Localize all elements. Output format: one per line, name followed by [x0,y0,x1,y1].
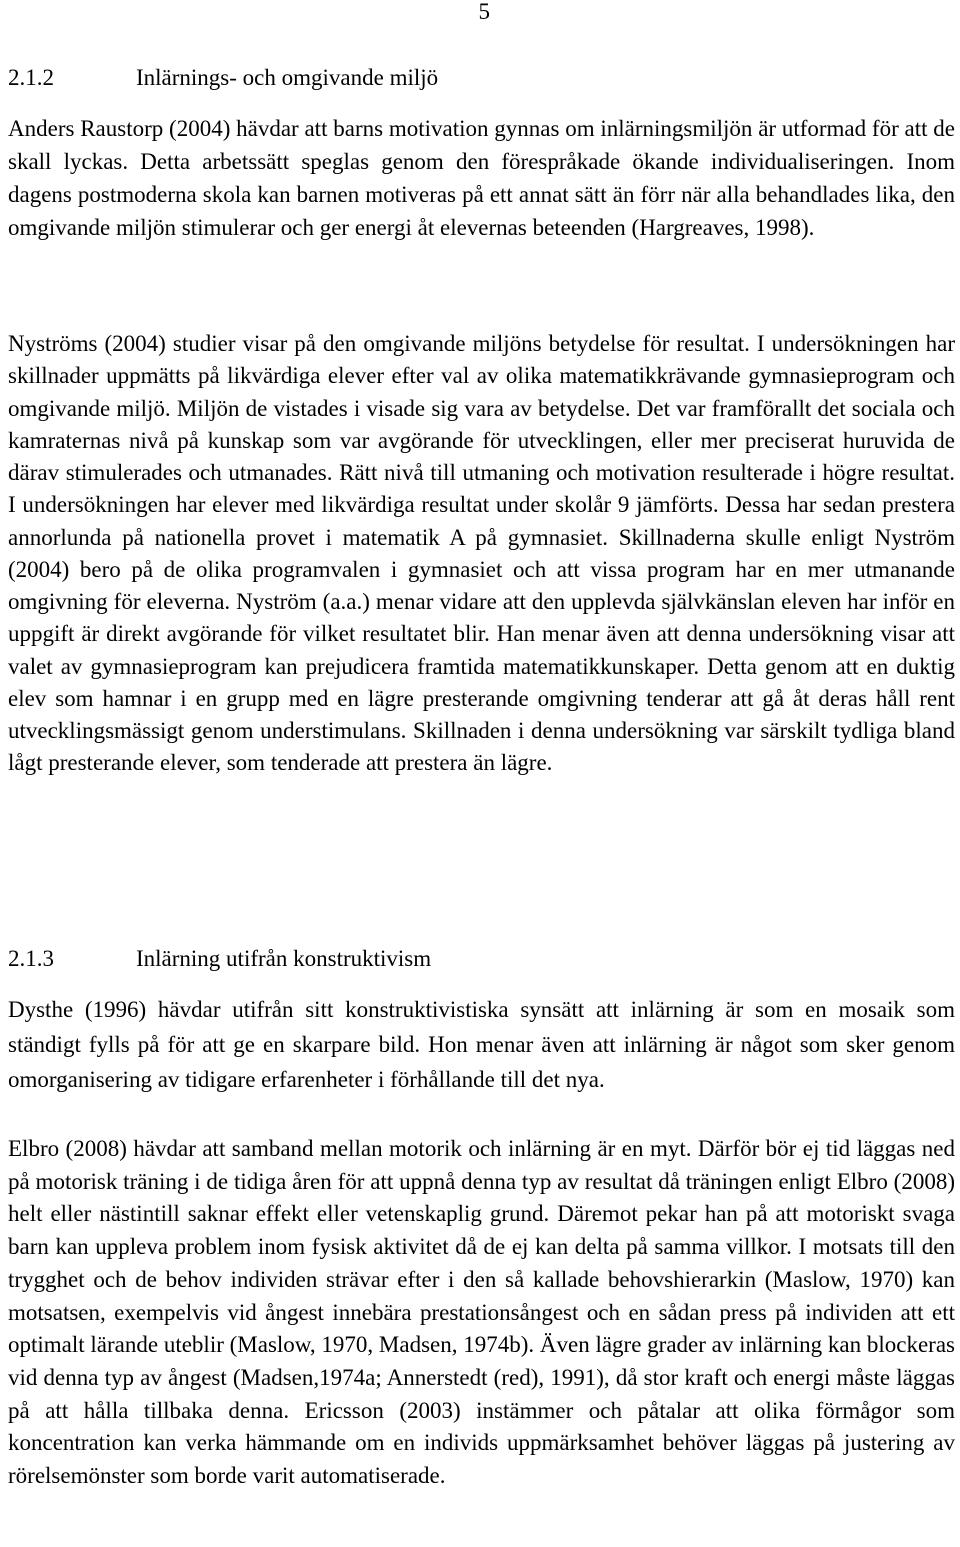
paragraph-raustorp: Anders Raustorp (2004) hävdar att barns motivation gynnas om inlärningsmiljön är utformad för att de skall lyckas. Detta arbetssätt speglas genom den förespråkade ökande individualiseringen. Inom dagens postmoderna skola kan barnen motiveras på ett annat sätt än förr när alla behandlades lika, den omgivande miljön stimulerar och ger energi åt elevernas beteenden (Hargreaves, 1998). [8,116,955,240]
section-title: Inlärning utifrån konstruktivism [136,946,432,971]
section-heading-2-1-3 [8,944,431,974]
paragraph-nystrom: Nyströms (2004) studier visar på den omgivande miljöns betydelse för resultat. I undersökningen har skillnader uppmätts på likvärdiga elever efter val av olika matematikkrävande gymnasieprogram och omgivande miljö. Miljön de vistades i visade sig vara av betydelse. Det var framförallt det sociala och kamraternas nivå på kunskap som var avgörande för utvecklingen, eller mer preciserat huruvida de därav stimulerades och utmanades. Rätt nivå till utmaning och motivation resulterade i högre resultat. I undersökningen har elever med likvärdiga resultat under skolår 9 jämförts. Dessa har sedan prestera annorlunda på nationella provet i matematik A på gymnasiet. Skillnaderna skulle enligt Nyström (2004) bero på de olika programvalen i gymnasiet och att vissa program har en mer utmanande omgivning för eleverna. Nyström (a.a.) menar vidare att den upplevda självkänslan eleven har inför en uppgift är direkt avgörande för vilket resultatet blir. Han menar även att denna undersökning visar att valet av gymnasieprogram kan prejudicera framtida matematikkunskaper. Detta genom att en duktig elev som hamnar i en grupp med en lägre presterande omgivning tenderar att gå åt deras håll rent utvecklingsmässigt genom understimulans. Skillnaden i denna undersökning var särskilt tydliga bland lågt presterande elever, som tenderade att prestera än lägre. [8,331,955,776]
section-title: Inlärnings- och omgivande miljö [136,65,439,90]
section-number: 2.1.2 [8,65,54,90]
page-number: 5 [478,0,490,24]
section-number: 2.1.3 [8,946,54,971]
paragraph-dysthe: Dysthe (1996) hävdar utifrån sitt konstruktivistiska synsätt att inlärning är som en mosaik som ständigt fylls på för att ge en skarpare bild. Hon menar även att inlärning är något som sker genom omorganisering av tidigare erfarenheter i förhållande till det nya. [8,997,955,1092]
section-heading-2-1-2 [8,63,438,93]
paragraph-elbro: Elbro (2008) hävdar att samband mellan motorik och inlärning är en myt. Därför bör ej tid läggas ned på motorisk träning i de tidiga åren för att uppnå denna typ av resultat då träningen enligt Elbro (2008) helt eller nästintill saknar effekt eller vetenskaplig grund. Däremot pekar han på att motoriskt svaga barn kan uppleva problem inom fysisk aktivitet då de ej kan delta på samma villkor. I motsats till den trygghet och de behov individen strävar efter i den så kallade behovshierarkin (Maslow, 1970) kan motsatsen, exempelvis vid ångest innebära prestationsångest och en sådan press på individen att ett optimalt lärande uteblir (Maslow, 1970, Madsen, 1974b). Även lägre grader av inlärning kan blockeras vid denna typ av ångest (Madsen,1974a; Annerstedt (red), 1991), då stor kraft och energi måste läggas på att hålla tillbaka denna. Ericsson (2003) instämmer och påtalar att olika förmågor som koncentration kan verka hämmande om en individs uppmärksamhet behöver läggas på justering av rörelsemönster som borde varit automatiserade. [8,1136,955,1489]
